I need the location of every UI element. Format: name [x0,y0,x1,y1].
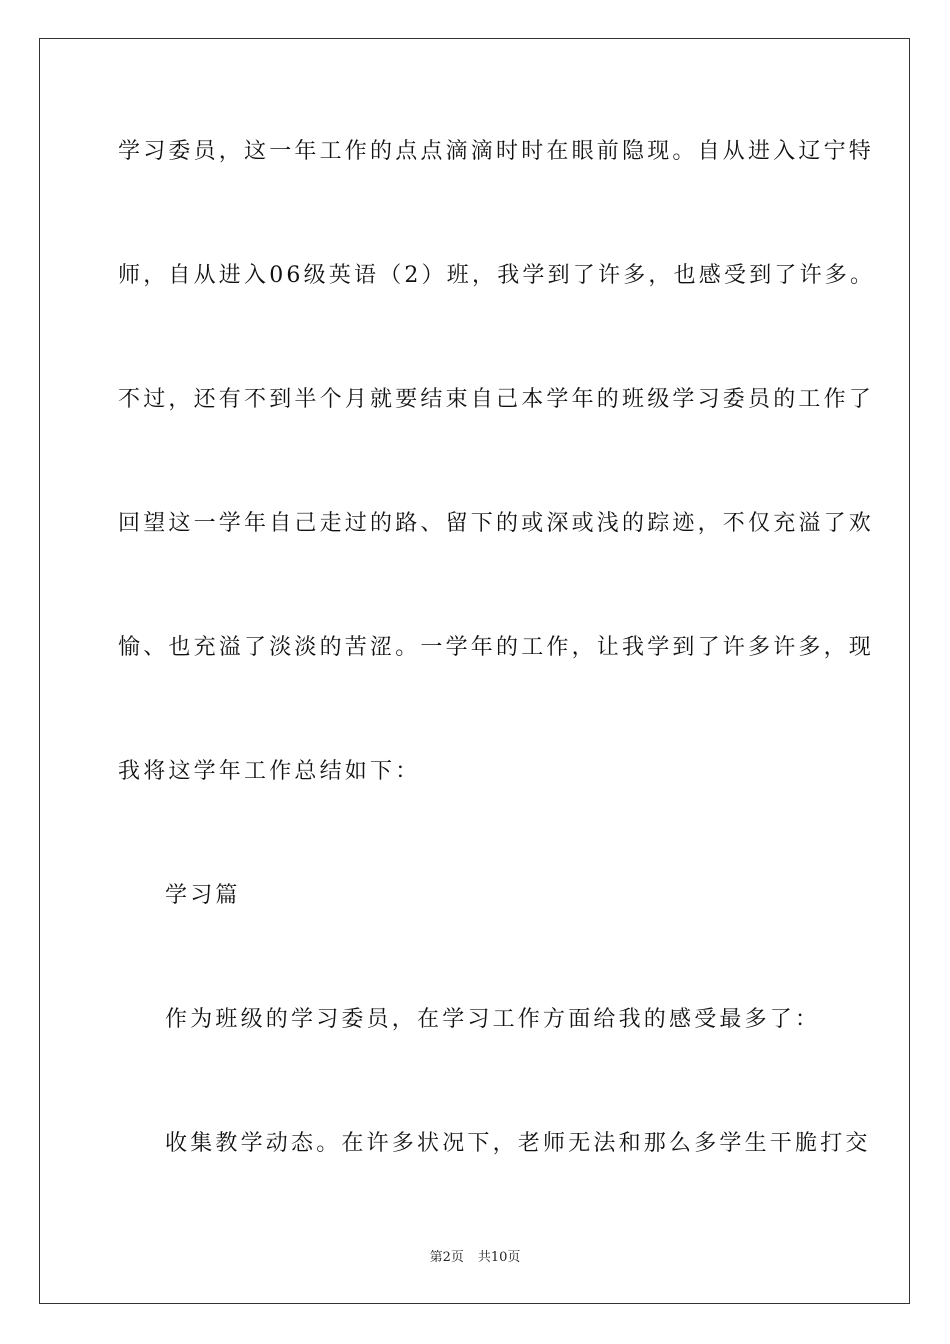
page-total: 共10页 [477,1250,521,1265]
page-border [39,38,910,1304]
text-line-4: 回望这一学年自己走过的路、留下的或深或浅的踪迹，不仅充溢了欢 [118,511,875,536]
text-line-8: 作为班级的学习委员，在学习工作方面给我的感受最多了： [165,1007,821,1032]
page-footer [0,1249,950,1267]
text-line-6: 我将这学年工作总结如下： [118,759,421,784]
section-heading: 学习篇 [165,883,241,908]
text-line-9: 收集教学动态。在许多状况下，老师无法和那么多学生干脆打交 [165,1131,871,1156]
text-line-1: 学习委员，这一年工作的点点滴滴时时在眼前隐现。自从进入辽宁特 [118,139,875,164]
text-line-2: 师，自从进入06级英语（2）班，我学到了许多，也感受到了许多。 [118,263,876,288]
text-line-3: 不过，还有不到半个月就要结束自己本学年的班级学习委员的工作了 [118,387,875,412]
text-line-5: 愉、也充溢了淡淡的苦涩。一学年的工作，让我学到了许多许多，现 [118,635,875,660]
page-number: 第2页 [429,1250,464,1265]
